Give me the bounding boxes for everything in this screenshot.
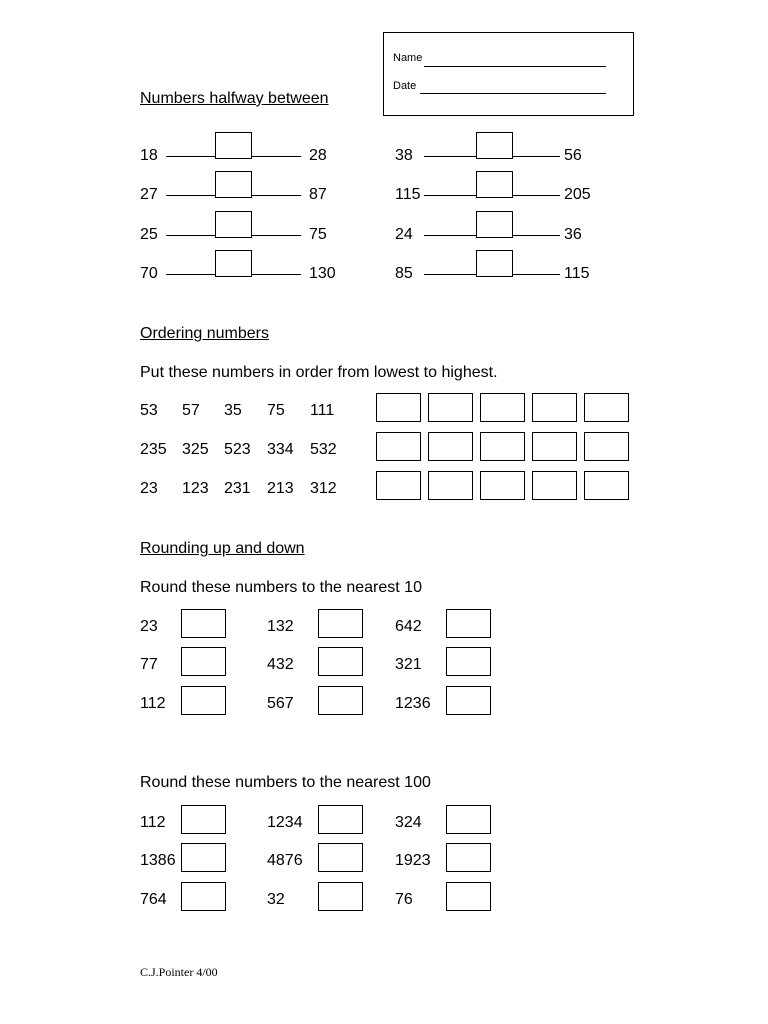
rounding-number: 321 xyxy=(395,656,422,673)
ordering-number: 523 xyxy=(224,441,251,458)
halfway-start-number: 24 xyxy=(395,226,413,243)
rounding-number: 4876 xyxy=(267,852,303,869)
halfway-answer-box[interactable] xyxy=(215,211,252,238)
halfway-start-number: 27 xyxy=(140,186,158,203)
ordering-answer-box[interactable] xyxy=(480,432,525,461)
name-line[interactable] xyxy=(424,66,606,67)
rounding-answer-box[interactable] xyxy=(446,647,491,676)
halfway-end-number: 205 xyxy=(564,186,591,203)
halfway-end-number: 115 xyxy=(564,265,590,282)
ordering-answer-box[interactable] xyxy=(428,432,473,461)
halfway-end-number: 130 xyxy=(309,265,336,282)
rounding-answer-box[interactable] xyxy=(181,686,226,715)
ordering-number: 23 xyxy=(140,480,158,497)
rounding-number: 132 xyxy=(267,618,294,635)
ordering-number: 312 xyxy=(310,480,337,497)
rounding-answer-box[interactable] xyxy=(446,882,491,911)
ordering-answer-box[interactable] xyxy=(376,393,421,422)
ordering-answer-box[interactable] xyxy=(532,393,577,422)
rounding-number: 112 xyxy=(140,695,166,712)
rounding-answer-box[interactable] xyxy=(181,843,226,872)
rounding-number: 1923 xyxy=(395,852,431,869)
ordering-number: 213 xyxy=(267,480,294,497)
ordering-answer-box[interactable] xyxy=(480,471,525,500)
halfway-end-number: 56 xyxy=(564,147,582,164)
halfway-end-number: 87 xyxy=(309,186,327,203)
halfway-answer-box[interactable] xyxy=(476,132,513,159)
halfway-start-number: 70 xyxy=(140,265,158,282)
rounding-number: 567 xyxy=(267,695,294,712)
halfway-start-number: 115 xyxy=(395,186,421,203)
date-label: Date xyxy=(393,80,417,92)
nearest-10-instruction: Round these numbers to the nearest 10 xyxy=(140,579,422,596)
rounding-answer-box[interactable] xyxy=(181,805,226,834)
rounding-answer-box[interactable] xyxy=(181,647,226,676)
halfway-end-number: 28 xyxy=(309,147,327,164)
rounding-number: 32 xyxy=(267,891,285,908)
footer-credit: C.J.Pointer 4/00 xyxy=(140,965,218,979)
ordering-number: 123 xyxy=(182,480,209,497)
name-date-box xyxy=(383,32,634,116)
halfway-answer-box[interactable] xyxy=(215,132,252,159)
halfway-start-number: 85 xyxy=(395,265,413,282)
ordering-number: 111 xyxy=(310,402,335,419)
halfway-answer-box[interactable] xyxy=(476,211,513,238)
ordering-answer-box[interactable] xyxy=(376,471,421,500)
halfway-answer-box[interactable] xyxy=(476,250,513,277)
halfway-end-number: 36 xyxy=(564,226,582,243)
rounding-number: 1236 xyxy=(395,695,431,712)
halfway-end-number: 75 xyxy=(309,226,327,243)
rounding-number: 1234 xyxy=(267,814,303,831)
rounding-number: 764 xyxy=(140,891,167,908)
rounding-number: 432 xyxy=(267,656,294,673)
halfway-answer-box[interactable] xyxy=(215,171,252,198)
name-label: Name xyxy=(393,52,423,64)
ordering-number: 75 xyxy=(267,402,285,419)
rounding-answer-box[interactable] xyxy=(318,882,363,911)
ordering-answer-box[interactable] xyxy=(532,471,577,500)
rounding-answer-box[interactable] xyxy=(446,609,491,638)
rounding-answer-box[interactable] xyxy=(446,686,491,715)
rounding-number: 112 xyxy=(140,814,166,831)
rounding-number: 23 xyxy=(140,618,158,635)
rounding-answer-box[interactable] xyxy=(181,609,226,638)
rounding-number: 324 xyxy=(395,814,422,831)
ordering-number: 532 xyxy=(310,441,337,458)
date-line[interactable] xyxy=(420,93,606,94)
ordering-number: 235 xyxy=(140,441,167,458)
ordering-number: 325 xyxy=(182,441,209,458)
ordering-number: 53 xyxy=(140,402,158,419)
rounding-answer-box[interactable] xyxy=(318,609,363,638)
ordering-answer-box[interactable] xyxy=(428,471,473,500)
halfway-title: Numbers halfway between xyxy=(140,90,329,107)
ordering-title: Ordering numbers xyxy=(140,325,269,342)
rounding-number: 76 xyxy=(395,891,413,908)
ordering-answer-box[interactable] xyxy=(376,432,421,461)
ordering-answer-box[interactable] xyxy=(584,471,629,500)
rounding-answer-box[interactable] xyxy=(318,686,363,715)
rounding-number: 77 xyxy=(140,656,158,673)
rounding-answer-box[interactable] xyxy=(446,843,491,872)
ordering-instruction: Put these numbers in order from lowest to highest. xyxy=(140,364,498,381)
rounding-answer-box[interactable] xyxy=(446,805,491,834)
ordering-number: 334 xyxy=(267,441,294,458)
ordering-answer-box[interactable] xyxy=(584,432,629,461)
halfway-start-number: 38 xyxy=(395,147,413,164)
ordering-number: 35 xyxy=(224,402,242,419)
ordering-number: 57 xyxy=(182,402,200,419)
ordering-answer-box[interactable] xyxy=(428,393,473,422)
rounding-answer-box[interactable] xyxy=(181,882,226,911)
rounding-title: Rounding up and down xyxy=(140,540,305,557)
halfway-start-number: 18 xyxy=(140,147,158,164)
rounding-number: 1386 xyxy=(140,852,176,869)
halfway-answer-box[interactable] xyxy=(215,250,252,277)
halfway-answer-box[interactable] xyxy=(476,171,513,198)
rounding-answer-box[interactable] xyxy=(318,843,363,872)
ordering-answer-box[interactable] xyxy=(532,432,577,461)
halfway-start-number: 25 xyxy=(140,226,158,243)
ordering-answer-box[interactable] xyxy=(480,393,525,422)
ordering-number: 231 xyxy=(224,480,251,497)
rounding-number: 642 xyxy=(395,618,422,635)
rounding-answer-box[interactable] xyxy=(318,647,363,676)
rounding-answer-box[interactable] xyxy=(318,805,363,834)
ordering-answer-box[interactable] xyxy=(584,393,629,422)
nearest-100-instruction: Round these numbers to the nearest 100 xyxy=(140,774,431,791)
